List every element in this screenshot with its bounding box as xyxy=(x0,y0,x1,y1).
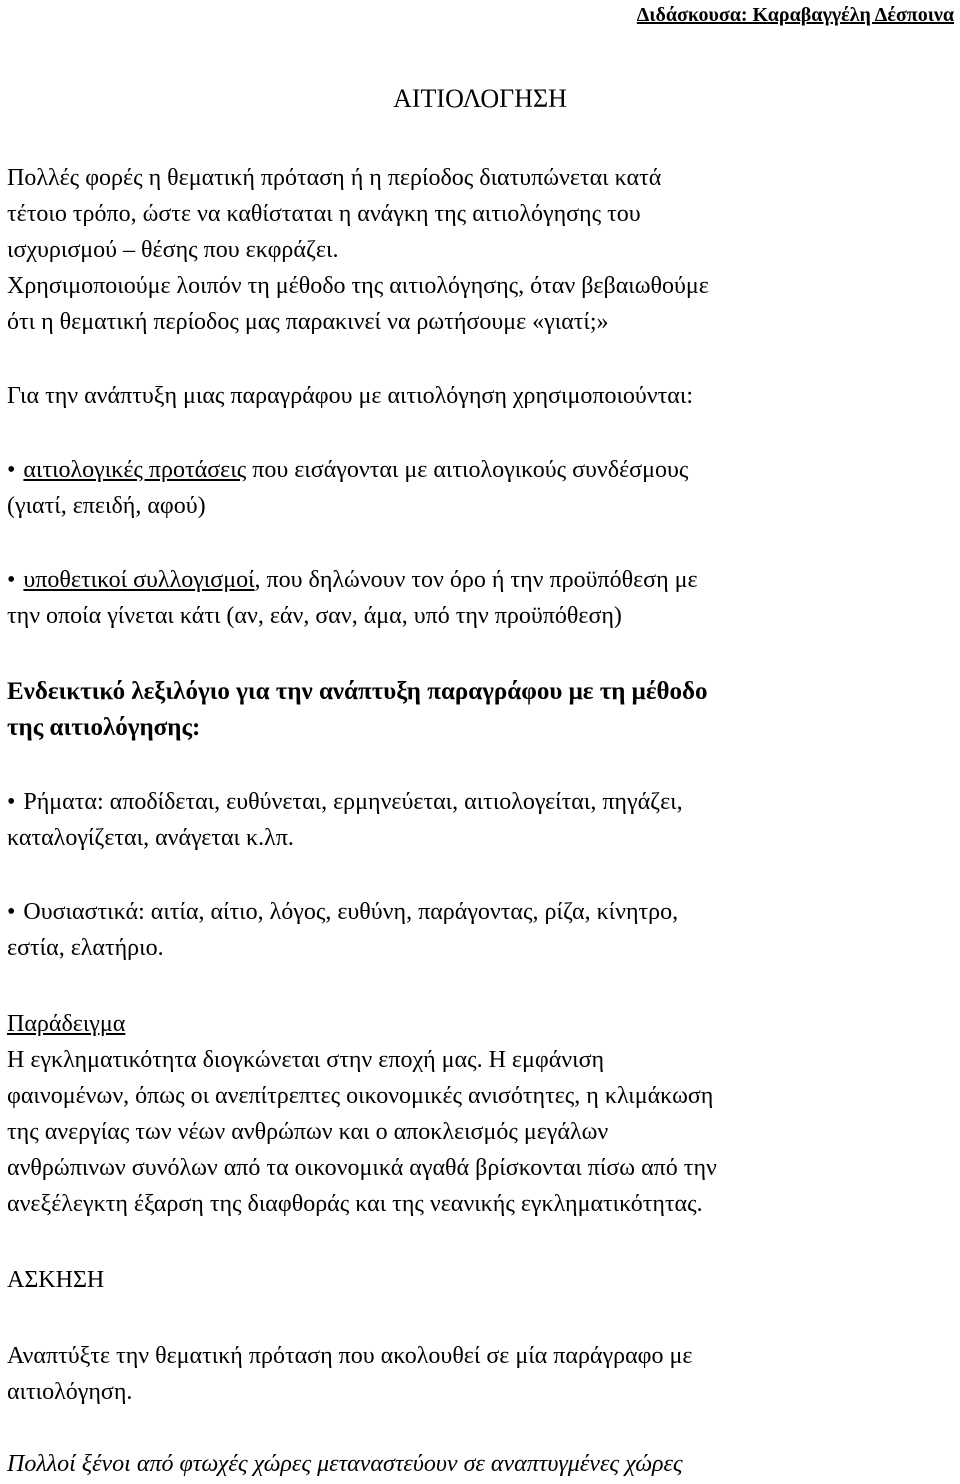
bullet-conditional xyxy=(7,562,955,598)
exercise-line-1: Αναπτύξτε την θεματική πρόταση που ακολουθεί σε μία παράγραφο με xyxy=(7,1343,693,1369)
bullet-marker: • xyxy=(7,457,16,483)
intro-line-4: Χρησιμοποιούμε λοιπόν τη μέθοδο της αιτιολόγησης, όταν βεβαιωθούμε xyxy=(7,273,709,299)
bullet-causal-line-2: (γιατί, επειδή, αφού) xyxy=(7,493,206,519)
intro-line-2: τέτοιο τρόπο, ώστε να καθίσταται η ανάγκη της αιτιολόγησης του xyxy=(7,201,641,227)
example-line-5: ανεξέλεγκτη έξαρση της διαφθοράς και της νεανικής εγκληματικότητας. xyxy=(7,1191,703,1217)
example-line-1: Η εγκληματικότητα διογκώνεται στην εποχή μας. Η εμφάνιση xyxy=(7,1047,605,1073)
conditional-rest: , που δηλώνουν τον όρο ή την προϋπόθεση με xyxy=(254,567,698,593)
vocabulary-heading-line-1: Ενδεικτικό λεξιλόγιο για την ανάπτυξη παραγράφου με τη μέθοδο xyxy=(7,678,708,705)
conditional-term: υποθετικοί συλλογισμοί xyxy=(23,567,255,593)
bullet-marker: • xyxy=(7,789,16,815)
example-line-3: της ανεργίας των νέων ανθρώπων και ο αποκλεισμός μεγάλων xyxy=(7,1119,609,1145)
bullet-marker: • xyxy=(7,899,16,925)
bullet-causal xyxy=(7,452,955,488)
vocabulary-heading-line-2: της αιτιολόγησης: xyxy=(7,714,201,741)
intro-line-3: ισχυρισμού – θέσης που εκφράζει. xyxy=(7,237,339,263)
nouns-line-1: Ουσιαστικά: αιτία, αίτιο, λόγος, ευθύνη, παράγοντας, ρίζα, κίνητρο, xyxy=(23,899,679,925)
vocabulary-verbs xyxy=(7,784,955,820)
exercise-prompt: Πολλοί ξένοι από φτωχές χώρες μεταναστεύουν σε αναπτυγμένες χώρες xyxy=(7,1451,683,1477)
nouns-line-2: εστία, ελατήριο. xyxy=(7,935,164,961)
example-line-4: ανθρώπινων συνόλων από τα οικονομικά αγαθά βρίσκονται πίσω από την xyxy=(7,1155,717,1181)
exercise-line-2: αιτιολόγηση. xyxy=(7,1379,133,1405)
verbs-line-1: Ρήματα: αποδίδεται, ευθύνεται, ερμηνεύεται, αιτιολογείται, πηγάζει, xyxy=(23,789,683,815)
vocabulary-nouns xyxy=(7,894,955,930)
development-intro: Για την ανάπτυξη μιας παραγράφου με αιτιολόγηση χρησιμοποιούνται: xyxy=(7,383,693,409)
verbs-line-2: καταλογίζεται, ανάγεται κ.λπ. xyxy=(7,825,294,851)
bullet-conditional-line-2: την οποία γίνεται κάτι (αν, εάν, σαν, άμα, υπό την προϋπόθεση) xyxy=(7,603,622,629)
example-line-2: φαινομένων, όπως οι ανεπίτρεπτες οικονομικές ανισότητες, η κλιμάκωση xyxy=(7,1083,714,1109)
intro-line-1: Πολλές φορές η θεματική πρόταση ή η περίοδος διατυπώνεται κατά xyxy=(7,165,662,191)
page-title: ΑΙΤΙΟΛΟΓΗΣΗ xyxy=(393,84,567,113)
intro-line-5: ότι η θεματική περίοδος μας παρακινεί να ρωτήσουμε «γιατί;» xyxy=(7,309,609,335)
causal-rest: που εισάγονται με αιτιολογικούς συνδέσμους xyxy=(246,457,689,483)
bullet-marker: • xyxy=(7,567,16,593)
teacher-header: Διδάσκουσα: Καραβαγγέλη Δέσποινα xyxy=(636,4,954,26)
causal-term: αιτιολογικές προτάσεις xyxy=(23,457,247,483)
example-label: Παράδειγμα xyxy=(7,1011,126,1037)
exercise-heading: ΑΣΚΗΣΗ xyxy=(7,1267,105,1293)
